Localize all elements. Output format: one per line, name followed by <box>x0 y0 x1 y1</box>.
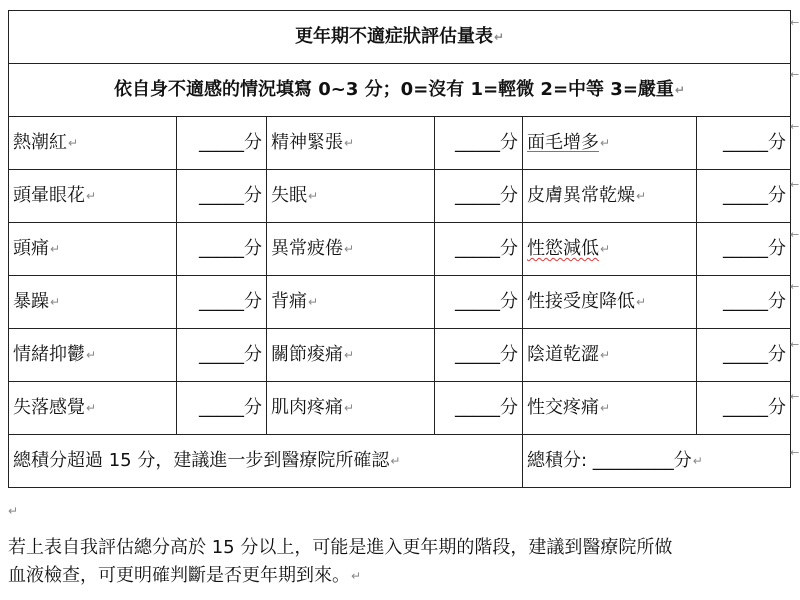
total-row <box>9 435 791 488</box>
score-blank: _____分 <box>723 132 786 153</box>
paragraph-mark: ↵ <box>344 136 355 150</box>
score-blank: _____分 <box>723 185 786 206</box>
score-blank: _____分 <box>455 291 518 312</box>
symptom-cell[interactable] <box>9 276 177 329</box>
total-score-cell[interactable] <box>523 435 791 488</box>
score-cell[interactable] <box>697 170 791 223</box>
score-cell[interactable] <box>435 382 523 435</box>
score-cell[interactable] <box>697 382 791 435</box>
table-title-cell[interactable] <box>9 11 791 64</box>
total-note-cell[interactable] <box>9 435 523 488</box>
symptom-cell[interactable] <box>523 117 697 170</box>
row-end-mark: ← <box>790 228 800 241</box>
score-blank: _____分 <box>199 291 262 312</box>
paragraph-mark: ↵ <box>600 401 611 415</box>
paragraph-mark: ↵ <box>390 454 401 468</box>
paragraph-mark: ↵ <box>308 189 319 203</box>
score-cell[interactable] <box>177 117 267 170</box>
paragraph-mark: ↵ <box>86 401 97 415</box>
symptom-label: 肌肉疼痛 <box>271 397 343 418</box>
symptom-row <box>9 329 791 382</box>
paragraph-mark: ↵ <box>86 348 97 362</box>
paragraph-line-2-text: 血液檢查，可更明確判斷是否更年期到來。 <box>8 565 350 586</box>
score-cell[interactable] <box>697 329 791 382</box>
paragraph-mark: ↵ <box>50 242 61 256</box>
score-cell[interactable] <box>435 223 523 276</box>
paragraph-mark: ↵ <box>493 30 505 44</box>
instruction-row <box>9 64 791 117</box>
score-cell[interactable] <box>177 382 267 435</box>
total-score-field: 總積分: _________分 <box>527 450 692 471</box>
score-blank: _____分 <box>455 397 518 418</box>
symptom-row <box>9 382 791 435</box>
paragraph-mark: ↵ <box>636 295 647 309</box>
row-end-marks <box>790 0 800 600</box>
row-end-mark: ← <box>790 16 800 29</box>
symptom-cell[interactable] <box>267 223 435 276</box>
symptom-label: 暴躁 <box>13 291 49 312</box>
symptom-cell[interactable] <box>523 382 697 435</box>
total-threshold-note: 總積分超過 15 分，建議進一步到醫療院所確認 <box>13 450 390 471</box>
score-blank: _____分 <box>455 132 518 153</box>
explanatory-paragraph[interactable] <box>8 534 788 590</box>
row-end-mark: ← <box>790 338 800 351</box>
paragraph-mark: ↵ <box>68 136 79 150</box>
score-cell[interactable] <box>697 276 791 329</box>
score-blank: _____分 <box>455 185 518 206</box>
score-cell[interactable] <box>435 117 523 170</box>
score-blank: _____分 <box>455 238 518 259</box>
row-end-mark: ← <box>790 446 800 459</box>
score-blank: _____分 <box>723 238 786 259</box>
symptom-label: 陰道乾澀 <box>527 344 599 365</box>
symptom-label: 異常疲倦 <box>271 238 343 259</box>
score-cell[interactable] <box>177 170 267 223</box>
score-cell[interactable] <box>435 329 523 382</box>
table-title-row <box>9 11 791 64</box>
symptom-label: 背痛 <box>271 291 307 312</box>
paragraph-mark: ↵ <box>674 83 685 97</box>
paragraph-mark: ↵ <box>636 189 647 203</box>
paragraph-line-2 <box>8 562 788 590</box>
symptom-cell[interactable] <box>267 117 435 170</box>
row-end-mark: ← <box>790 68 800 81</box>
symptom-cell[interactable] <box>267 276 435 329</box>
score-cell[interactable] <box>177 329 267 382</box>
score-cell[interactable] <box>177 223 267 276</box>
empty-paragraph[interactable] <box>8 504 18 518</box>
paragraph-mark: ↵ <box>351 569 362 583</box>
symptom-row <box>9 117 791 170</box>
menopause-assessment-table <box>8 10 791 488</box>
symptom-label: 頭暈眼花 <box>13 185 85 206</box>
symptom-cell[interactable] <box>9 329 177 382</box>
symptom-label: 性交疼痛 <box>527 397 599 418</box>
symptom-cell[interactable] <box>523 329 697 382</box>
symptom-label: 失落感覺 <box>13 397 85 418</box>
paragraph-mark: ↵ <box>692 454 703 468</box>
symptom-row <box>9 276 791 329</box>
paragraph-mark: ↵ <box>344 401 355 415</box>
score-blank: _____分 <box>455 344 518 365</box>
paragraph-mark: ↵ <box>600 348 611 362</box>
score-cell[interactable] <box>435 170 523 223</box>
score-cell[interactable] <box>177 276 267 329</box>
symptom-cell[interactable] <box>267 170 435 223</box>
score-blank: _____分 <box>199 397 262 418</box>
score-blank: _____分 <box>199 185 262 206</box>
paragraph-mark: ↵ <box>86 189 97 203</box>
symptom-label: 熱潮紅 <box>13 132 67 153</box>
symptom-cell[interactable] <box>267 382 435 435</box>
symptom-cell[interactable] <box>9 117 177 170</box>
row-end-mark: ← <box>790 120 800 133</box>
symptom-cell[interactable] <box>9 170 177 223</box>
paragraph-mark: ↵ <box>8 504 19 518</box>
score-blank: _____分 <box>723 344 786 365</box>
symptom-label: 皮膚異常乾燥 <box>527 185 635 206</box>
paragraph-line-1: 若上表自我評估總分高於 15 分以上，可能是進入更年期的階段，建議到醫療院所做 <box>8 537 673 558</box>
symptom-label: 關節痠痛 <box>271 344 343 365</box>
symptom-row <box>9 170 791 223</box>
symptom-label: 面毛增多 <box>527 132 599 153</box>
score-blank: _____分 <box>723 291 786 312</box>
paragraph-mark: ↵ <box>344 348 355 362</box>
symptom-label: 性慾減低 <box>527 238 599 259</box>
paragraph-mark: ↵ <box>600 242 611 256</box>
symptom-label: 性接受度降低 <box>527 291 635 312</box>
symptom-cell[interactable] <box>523 170 697 223</box>
row-end-mark: ← <box>790 280 800 293</box>
instruction-cell[interactable] <box>9 64 791 117</box>
score-cell[interactable] <box>697 223 791 276</box>
row-end-mark: ← <box>790 390 800 403</box>
score-blank: _____分 <box>199 132 262 153</box>
score-blank: _____分 <box>199 238 262 259</box>
score-blank: _____分 <box>199 344 262 365</box>
symptom-row <box>9 223 791 276</box>
row-end-mark: ← <box>790 178 800 191</box>
symptom-cell[interactable] <box>9 382 177 435</box>
score-cell[interactable] <box>435 276 523 329</box>
symptom-label: 情緒抑鬱 <box>13 344 85 365</box>
score-blank: _____分 <box>723 397 786 418</box>
paragraph-mark: ↵ <box>600 136 611 150</box>
symptom-label: 頭痛 <box>13 238 49 259</box>
paragraph-mark: ↵ <box>344 242 355 256</box>
table-title: 更年期不適症狀評估量表 <box>294 26 493 47</box>
scoring-instruction: 依自身不適感的情況填寫 0~3 分；0=沒有 1=輕微 2=中等 3=嚴重 <box>114 79 674 100</box>
symptom-label: 失眠 <box>271 185 307 206</box>
paragraph-mark: ↵ <box>308 295 319 309</box>
symptom-cell[interactable] <box>9 223 177 276</box>
paragraph-mark: ↵ <box>50 295 61 309</box>
symptom-cell[interactable] <box>523 276 697 329</box>
symptom-label: 精神緊張 <box>271 132 343 153</box>
symptom-cell[interactable] <box>523 223 697 276</box>
score-cell[interactable] <box>697 117 791 170</box>
symptom-cell[interactable] <box>267 329 435 382</box>
